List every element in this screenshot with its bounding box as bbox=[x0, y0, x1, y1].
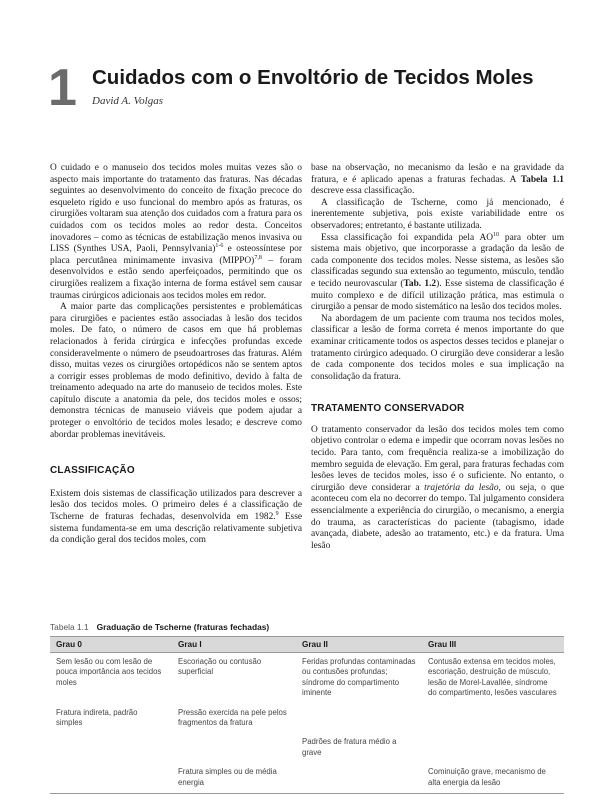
table-row bbox=[50, 704, 564, 734]
citation: 10 bbox=[493, 231, 500, 238]
table-row bbox=[50, 653, 564, 704]
table-reference: Tabela 1.1 bbox=[520, 174, 564, 185]
citation: 7,8 bbox=[254, 254, 262, 261]
section-heading-classificacao: CLASSIFICAÇÃO bbox=[50, 465, 135, 477]
table-cell: Pressão exercida na pele pelos fragmentos da fratura bbox=[178, 707, 287, 728]
table-cell bbox=[296, 704, 422, 734]
chapter-title: Cuidados com o Envoltório de Tecidos Moles bbox=[92, 66, 534, 89]
classification-paragraph-1: Existem dois sistemas de classificação utilizados para descrever a lesão dos tecidos moles. O primeiro deles é a classificação de Tscherne de fraturas fechadas, desenvolvida em 1982.$^9$ Esse sistema fundamenta-se em uma descrição relativamente subjetiva da condição geral dos tecidos moles, com bbox=[50, 488, 303, 546]
intro-paragraph-1: O cuidado e o manuseio dos tecidos moles muitas vezes são o aspecto mais importante do tratamento das fraturas. Nas décadas seguintes ao desenvolvimento do conceito de fixação precoce do esqueleto rígido e uso funcional do membro após as fraturas, os cirurgiões voltaram sua atenção dos cuidados com a fratura para os cuidados com os tecidos moles ao redor desta. Conceitos inovadores – como as técnicas de estabilização menos invasiva ou LISS (Synthes USA, Paoli, Pennsylvania)$^{1-6}$ e osteossíntese por placa percutânea minimamente invasiva (MIPPO)$^{7,8}$ – foram desenvolvidos e estão sendo aperfeiçoados, permitindo que os cirurgiões realizem a fixação interna de forma estável sem causar traumas cirúrgicos adicionais aos tecidos moles em redor. bbox=[50, 163, 303, 301]
table-cell bbox=[50, 733, 172, 763]
treatment-paragraph-1: O tratamento conservador da lesão dos tecidos moles tem como objetivo controlar o edema e impedir que ocorram novas lesões no tecido. Para tanto, com frequência realiza-se a imobilização do membro seguida de elevação. Em geral, para fraturas fechadas com lesões leves de tecidos moles, isso é o suficiente. No entanto, o cirurgião deve considerar a trajetória da lesão, ou seja, o que aconteceu com ela no decorrer do tempo. Tal julgamento considera essencialmente a experiência do cirurgião, o mecanismo, a energia do trauma, as características do paciente (tabagismo, idade avançada, diabete, adesão ao tratamento, etc.) e da fratura. Uma lesão bbox=[311, 424, 564, 551]
table-cell bbox=[422, 704, 564, 734]
table-cell: Fratura simples ou de média energia bbox=[172, 763, 296, 793]
table-1-1 bbox=[50, 622, 564, 794]
table-header-cell: Grau II bbox=[296, 637, 422, 653]
left-column bbox=[50, 163, 302, 547]
section-heading-tratamento: TRATAMENTO CONSERVADOR bbox=[311, 403, 465, 415]
table-title: Graduação de Tscherne (fraturas fechadas) bbox=[96, 622, 270, 632]
intro-paragraph-2: A maior parte das complicações persistentes e problemáticas para cirurgiões e pacientes estão associadas à lesão dos tecidos moles. De fato, o número de casos em que há problemas relacionados à ferida cirúrgica e infecções profundas excede consideravelmente o número de pseudoartroses das fraturas. Além disso, muitas vezes os cirurgiões ortopédicos não se sentem aptos a corrigir esses problemas de modo definitivo, devido à falta de treinamento adequado na arte do manuseio de tecidos moles. Este capítulo discute a anatomia da pele, dos tecidos moles e ossos; demonstra técnicas de manuseio viáveis que podem ajudar a proteger o envoltório de tecidos moles lesado; e descreve como abordar problemas inevitáveis. bbox=[50, 302, 302, 440]
table-cell bbox=[172, 733, 296, 763]
table-cell: Padrões de fratura médio a grave bbox=[302, 737, 397, 757]
citation: 1-6 bbox=[215, 243, 224, 250]
table-header-row bbox=[50, 637, 564, 653]
table-header-cell: Grau III bbox=[422, 637, 564, 653]
table-cell: Escoriação ou contusão superficial bbox=[178, 657, 262, 677]
chapter-number: 1 bbox=[48, 59, 77, 117]
table-header-cell: Grau I bbox=[172, 637, 296, 653]
table-row bbox=[50, 733, 564, 763]
classification-paragraph-5: Na abordagem de um paciente com trauma nos tecidos moles, classificar a lesão de forma correta é menos importante do que examinar criticamente todos os aspectos desses tecidos e planejar o tratamento cirúrgico adequado. O cirurgião deve considerar a lesão de cada componente dos tecidos moles e sua implicação na consolidação da fratura. bbox=[311, 313, 564, 382]
table-cell: Feridas profundas contaminadas ou contusões profundas; síndrome do compartimento iminente bbox=[302, 657, 416, 698]
right-column bbox=[311, 163, 564, 552]
table-cell bbox=[50, 763, 172, 793]
classification-paragraph-2: base na observação, no mecanismo da lesão e na gravidade da fratura, e é aplicado apenas a fraturas fechadas. A Tabela 1.1 descreve essa classificação. bbox=[311, 163, 564, 197]
classification-paragraph-4: Essa classificação foi expandida pela AO$^{10}$ para obter um sistema mais objetivo, que incorporasse a gradação da lesão de cada componente dos tecidos moles. Nesse sistema, as lesões são classificadas segundo sua extensão ao tegumento, músculo, tendão e tecido neurovascular (Tab. 1.2). Esse sistema de classificação é muito complexo e de difícil utilização prática, mas estimula o cirurgião a pensar de modo sistemático na lesão dos tecidos moles. bbox=[311, 231, 565, 313]
table-row bbox=[50, 763, 564, 793]
citation: 9 bbox=[275, 511, 279, 518]
table-cell: Sem lesão ou com lesão de pouca importância aos tecidos moles bbox=[56, 657, 162, 687]
chapter-author: David A. Volgas bbox=[92, 95, 163, 107]
table-cell bbox=[296, 763, 422, 793]
classification-paragraph-3: A classificação de Tscherne, como já mencionado, é inerentemente subjetiva, pois existe variabilidade entre os observadores; entretanto, é bastante utilizada. bbox=[311, 197, 564, 231]
tscherne-table bbox=[50, 636, 564, 794]
table-cell: Cominuição grave, mecanismo de alta energia da lesão bbox=[422, 763, 564, 793]
table-label: Tabela 1.1 bbox=[50, 622, 89, 632]
table-caption bbox=[50, 622, 564, 632]
table-cell bbox=[422, 733, 564, 763]
table-reference: Tab. 1.2 bbox=[403, 278, 437, 289]
table-header-cell: Grau 0 bbox=[50, 637, 172, 653]
table-cell: Contusão extensa em tecidos moles, escoriação, destruição de músculo, lesão de Morel-Lavallée, síndrome do compartimento, lesões vasculares bbox=[428, 657, 557, 698]
table-cell: Fratura indireta, padrão simples bbox=[56, 707, 138, 728]
